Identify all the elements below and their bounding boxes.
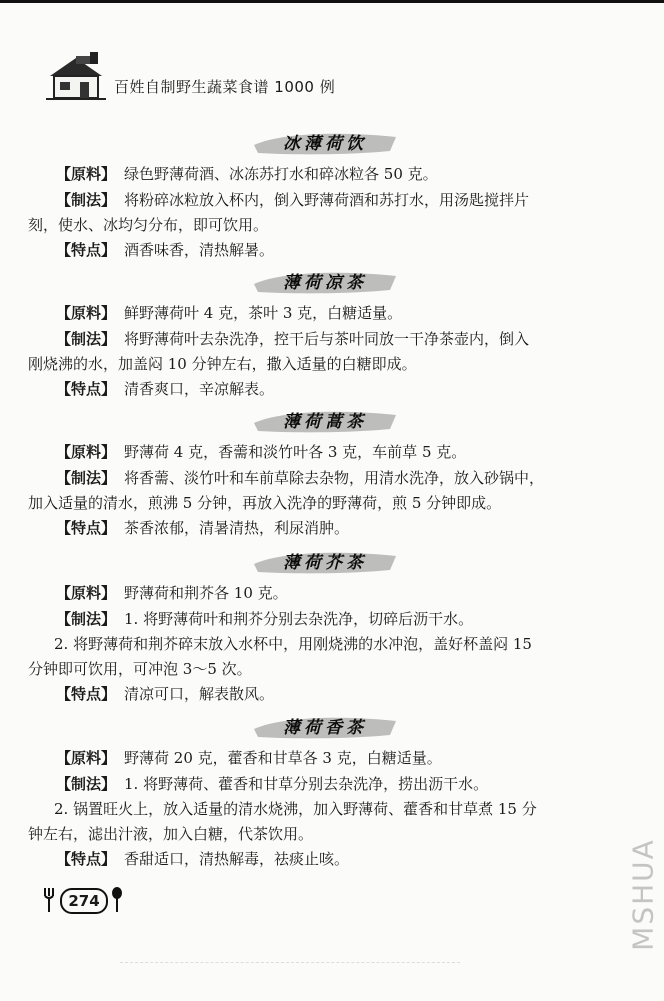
ingredients-line: 【原料】 野薄荷 20 克，藿香和甘草各 3 克，白糖适量。 <box>56 749 442 767</box>
recipe-title: 冰薄荷饮 <box>250 127 400 157</box>
ingredients-line: 【原料】 野薄荷和荆芥各 10 克。 <box>56 584 288 602</box>
features-line: 【特点】 清凉可口，解表散风。 <box>56 685 275 703</box>
book-title: 百姓自制野生蔬菜食谱 1000 例 <box>114 78 336 96</box>
features-line: 【特点】 香甜适口，清热解毒，祛痰止咳。 <box>56 850 350 868</box>
recipe-title: 薄荷凉茶 <box>250 266 400 296</box>
recipe-title: 薄荷芥茶 <box>250 546 400 576</box>
recipe-title: 薄荷香茶 <box>250 711 400 741</box>
method-line: 【制法】 将香薷、淡竹叶和车前草除去杂物，用清水洗净，放入砂锅中， <box>56 469 545 487</box>
ingredients-line: 【原料】 野薄荷 4 克，香薷和淡竹叶各 3 克，车前草 5 克。 <box>56 443 467 461</box>
scan-artifact <box>120 962 460 971</box>
method-line: 【制法】 将野薄荷叶去杂洗净，控干后与茶叶同放一干净茶壶内，倒入 <box>56 330 530 348</box>
ingredients-line: 【原料】 绿色野薄荷酒、冰冻苏打水和碎冰粒各 50 克。 <box>56 165 438 183</box>
recipe-title: 薄荷蒿茶 <box>250 405 400 435</box>
ingredients-line: 【原料】 鲜野薄荷叶 4 克，茶叶 3 克，白糖适量。 <box>56 304 403 322</box>
watermark: MSHUA <box>626 838 660 951</box>
method-line: 【制法】 将粉碎冰粒放入杯内，倒入野薄荷酒和苏打水，用汤匙搅拌片 <box>56 191 530 209</box>
house-icon <box>46 50 106 102</box>
method-line: 【制法】 1. 将野薄荷、藿香和甘草分别去杂洗净，捞出沥干水。 <box>56 775 489 793</box>
features-line: 【特点】 茶香浓郁，清暑清热，利尿消肿。 <box>56 519 350 537</box>
page-number: 274 <box>60 888 108 914</box>
method-line: 分钟即可饮用，可冲泡 3～5 次。 <box>28 660 252 678</box>
page-footer <box>40 886 130 914</box>
features-line: 【特点】 清香爽口，辛凉解表。 <box>56 380 275 398</box>
method-line: 刚烧沸的水，加盖闷 10 分钟左右，撒入适量的白糖即成。 <box>28 355 417 373</box>
fork-icon <box>42 886 56 914</box>
spoon-icon <box>110 886 124 914</box>
method-line: 刻，使水、冰均匀分布，即可饮用。 <box>28 216 269 234</box>
features-line: 【特点】 酒香味香，清热解暑。 <box>56 241 275 259</box>
running-header <box>46 50 646 106</box>
top-rule <box>0 0 664 3</box>
method-line: 加入适量的清水，煎沸 5 分钟，再放入洗净的野薄荷，煎 5 分钟即成。 <box>28 494 502 512</box>
method-line: 2. 将野薄荷和荆芥碎末放入水杯中，用刚烧沸的水冲泡，盖好杯盖闷 15 <box>54 635 532 653</box>
method-line: 钟左右，滤出汁液，加入白糖，代茶饮用。 <box>28 825 314 843</box>
method-line: 2. 锅置旺火上，放入适量的清水烧沸，加入野薄荷、藿香和甘草煮 15 分 <box>54 800 537 818</box>
method-line: 【制法】 1. 将野薄荷叶和荆芥分别去杂洗净，切碎后沥干水。 <box>56 610 474 628</box>
